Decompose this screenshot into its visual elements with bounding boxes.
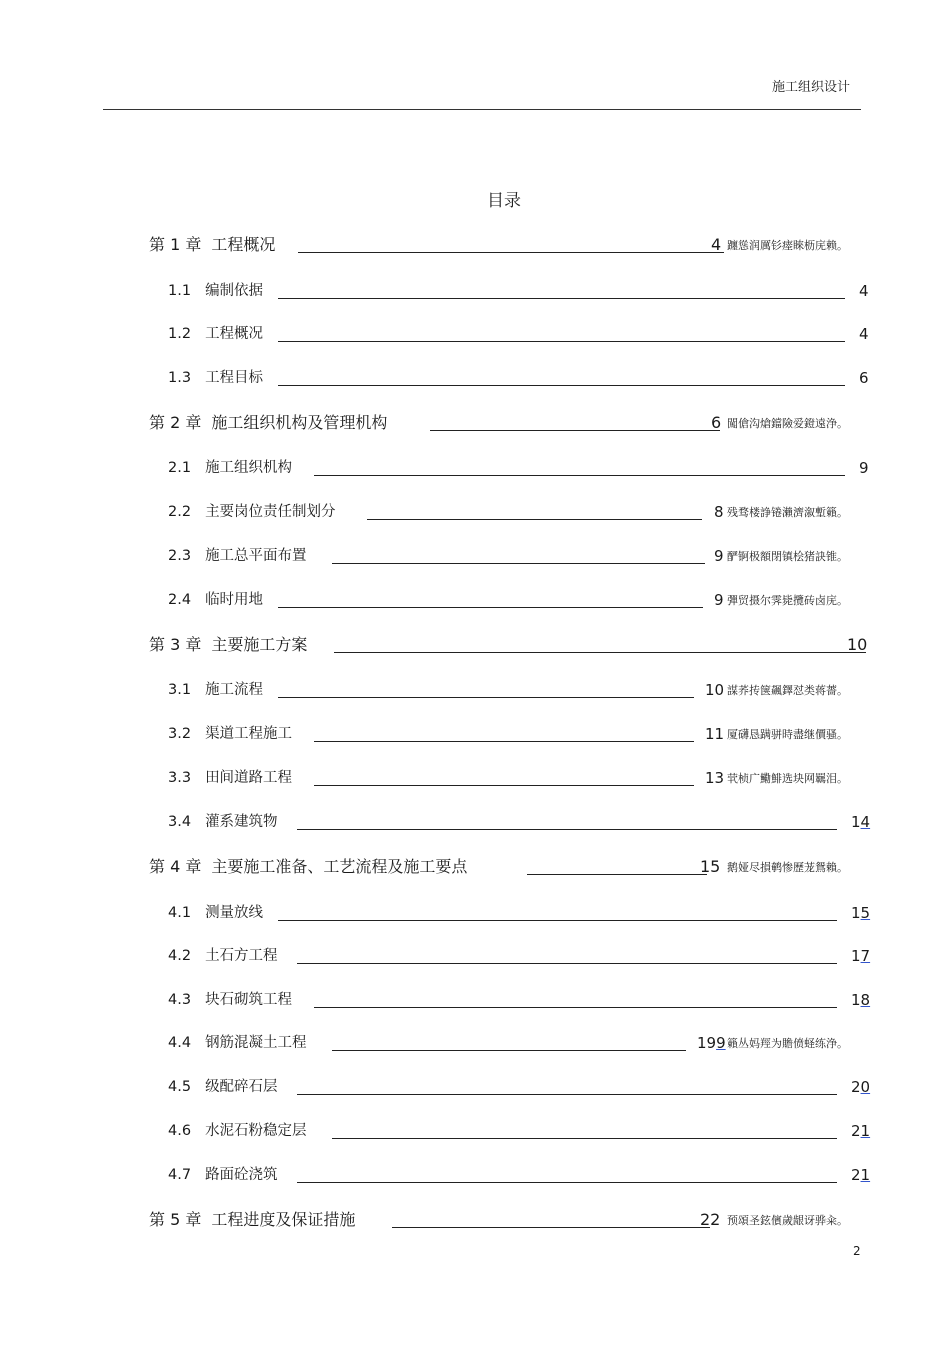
toc-page-number-link-digit: 7 (860, 947, 871, 965)
toc-entry-number: 2.1 (168, 460, 192, 476)
toc-leader-line (332, 563, 705, 564)
toc-entry-label (168, 545, 307, 567)
toc-entry-number: 4.2 (168, 948, 192, 964)
toc-page-number[interactable]: 4 (859, 282, 869, 300)
toc-entry-title: 主要施工准备、工艺流程及施工要点 (211, 857, 468, 876)
toc-entry-garbled-note: 躔慫润厲钐瘗睞枥庑赖。 (727, 239, 848, 252)
toc-entry-label (149, 234, 275, 256)
toc-leader-line (527, 874, 707, 875)
toc-entry-number: 第 2 章 (149, 413, 202, 432)
toc-entry-number: 1.2 (168, 326, 192, 342)
toc-entry-title: 主要岗位责任制划分 (205, 504, 336, 520)
toc-section-entry[interactable] (168, 589, 950, 611)
running-header-title: 施工组织设计 (771, 80, 850, 95)
toc-entry-number: 第 1 章 (149, 235, 202, 254)
toc-entry-number: 4.6 (168, 1123, 192, 1139)
toc-chapter-entry[interactable] (149, 856, 950, 878)
toc-page-number[interactable]: 14 (851, 813, 871, 831)
toc-section-entry[interactable] (168, 945, 950, 967)
toc-entry-label (168, 945, 278, 967)
toc-page-number[interactable]: 21 (851, 1166, 871, 1184)
toc-entry-label (168, 989, 292, 1011)
toc-entry-label (168, 1120, 307, 1142)
toc-page-number-link-digit: 5 (860, 904, 871, 922)
toc-entry-garbled-note: 彈贸摄尔霁毙攬砖卤庑。 (727, 594, 848, 607)
toc-entry-number: 1.3 (168, 370, 192, 386)
toc-leader-line (297, 963, 837, 964)
toc-page-number-link-digit: 9 (716, 1034, 726, 1052)
toc-entry-number: 3.2 (168, 726, 192, 742)
toc-entry-garbled-note: 酽锕极額閉镇桧猪訣锥。 (727, 550, 848, 563)
toc-chapter-entry[interactable] (149, 234, 950, 256)
toc-entry-label (168, 767, 292, 789)
toc-page-number[interactable]: 10 (705, 681, 725, 699)
toc-entry-title: 施工总平面布置 (205, 548, 307, 564)
toc-page-number[interactable]: 11 (705, 725, 725, 743)
toc-heading: 目录 (487, 191, 521, 211)
toc-leader-line (278, 341, 845, 342)
toc-section-entry[interactable] (168, 1164, 950, 1186)
toc-entry-number: 第 5 章 (149, 1210, 202, 1229)
toc-entry-number: 3.1 (168, 682, 192, 698)
toc-entry-title: 田间道路工程 (205, 770, 293, 786)
toc-entry-title: 块石砌筑工程 (205, 992, 293, 1008)
toc-entry-number: 4.7 (168, 1167, 192, 1183)
toc-entry-title: 施工组织机构及管理机构 (211, 413, 388, 432)
toc-entry-label (168, 589, 263, 611)
toc-entry-number: 2.3 (168, 548, 192, 564)
toc-entry-number: 3.3 (168, 770, 192, 786)
toc-section-entry[interactable] (168, 723, 950, 745)
toc-entry-title: 土石方工程 (205, 948, 278, 964)
page-number: 2 (853, 1244, 861, 1258)
toc-leader-line (314, 1007, 837, 1008)
toc-entry-label (168, 457, 292, 479)
header-divider (103, 109, 861, 110)
toc-chapter-entry[interactable] (149, 412, 950, 434)
toc-page-number-link-digit: 4 (860, 813, 871, 831)
toc-entry-title: 渠道工程施工 (205, 726, 293, 742)
toc-leader-line (278, 607, 703, 608)
toc-entry-title: 钢筋混凝土工程 (205, 1035, 307, 1051)
toc-leader-line (367, 519, 702, 520)
toc-entry-title: 工程目标 (205, 370, 264, 386)
toc-entry-label (168, 1032, 307, 1054)
toc-entry-number: 第 4 章 (149, 857, 202, 876)
toc-entry-title: 临时用地 (205, 592, 264, 608)
toc-entry-label (168, 723, 292, 745)
toc-section-entry[interactable] (168, 280, 950, 302)
toc-section-entry[interactable] (168, 679, 950, 701)
toc-leader-line (392, 1227, 710, 1228)
toc-section-entry[interactable] (168, 1120, 950, 1142)
toc-entry-number: 1.1 (168, 283, 192, 299)
toc-entry-label (168, 679, 263, 701)
toc-page-number[interactable]: 199 (697, 1034, 726, 1052)
toc-page-number-link-digit: 0 (860, 1078, 871, 1096)
toc-page-number[interactable]: 22 (700, 1210, 721, 1229)
toc-entry-label (168, 902, 263, 924)
toc-entry-title: 路面砼浇筑 (205, 1167, 278, 1183)
toc-entry-title: 编制依据 (205, 283, 264, 299)
toc-leader-line (297, 1182, 837, 1183)
toc-leader-line (314, 785, 694, 786)
toc-entry-label (168, 1076, 278, 1098)
toc-page-number[interactable]: 18 (851, 991, 871, 1009)
toc-entry-garbled-note: 茕桢广鰳鯡选块网羈泪。 (727, 772, 848, 785)
toc-entry-label (168, 1164, 278, 1186)
toc-section-entry[interactable] (168, 323, 950, 345)
toc-page-number-link-digit: 8 (860, 991, 871, 1009)
toc-entry-garbled-note: 预頌圣鉉儐歲龈讶骅籴。 (727, 1214, 848, 1227)
toc-entry-number: 4.3 (168, 992, 192, 1008)
toc-page-number[interactable]: 21 (851, 1122, 871, 1140)
toc-entry-title: 工程进度及保证措施 (211, 1210, 356, 1229)
toc-entry-garbled-note: 闖傖沟熗鐺險爱鐙遠浄。 (727, 417, 848, 430)
toc-section-entry[interactable] (168, 767, 950, 789)
toc-entry-number: 3.4 (168, 814, 192, 830)
toc-page-number[interactable]: 13 (705, 769, 725, 787)
toc-page-number[interactable]: 15 (700, 857, 721, 876)
toc-leader-line (430, 430, 720, 431)
toc-entry-number: 4.5 (168, 1079, 192, 1095)
toc-section-entry[interactable] (168, 1076, 950, 1098)
toc-entry-title: 级配碎石层 (205, 1079, 278, 1095)
toc-page-number[interactable]: 15 (851, 904, 871, 922)
toc-entry-garbled-note: 厦礴恳蹒骈時盡继價骚。 (727, 728, 848, 741)
toc-page-number-link-digit: 1 (860, 1122, 871, 1140)
toc-entry-title: 水泥石粉稳定层 (205, 1123, 307, 1139)
toc-leader-line (278, 697, 694, 698)
toc-leader-line (332, 1138, 837, 1139)
toc-section-entry[interactable] (168, 811, 950, 833)
toc-leader-line (314, 741, 694, 742)
toc-leader-line (298, 252, 724, 253)
toc-section-entry[interactable] (168, 1032, 950, 1054)
toc-leader-line (314, 475, 845, 476)
toc-section-entry[interactable] (168, 545, 950, 567)
toc-entry-title: 主要施工方案 (211, 635, 308, 654)
toc-page-number[interactable]: 6 (711, 413, 722, 432)
toc-chapter-entry[interactable] (149, 634, 950, 656)
toc-entry-number: 第 3 章 (149, 635, 202, 654)
toc-entry-label (168, 811, 278, 833)
toc-entry-garbled-note: 残骛楼諍锩瀨濟溆塹籟。 (727, 506, 848, 519)
toc-section-entry[interactable] (168, 902, 950, 924)
toc-entry-label (168, 501, 336, 523)
toc-page-number[interactable]: 10 (847, 635, 868, 654)
toc-entry-title: 施工流程 (205, 682, 264, 698)
toc-page-number-link-digit: 1 (860, 1166, 871, 1184)
toc-entry-number: 4.1 (168, 905, 192, 921)
toc-section-entry[interactable] (168, 367, 950, 389)
toc-leader-line (332, 1050, 686, 1051)
toc-entry-number: 4.4 (168, 1035, 192, 1051)
toc-page-number[interactable]: 20 (851, 1078, 871, 1096)
toc-entry-label (168, 367, 263, 389)
toc-page-number[interactable]: 9 (714, 547, 724, 565)
toc-section-entry[interactable] (168, 501, 950, 523)
toc-section-entry[interactable] (168, 989, 950, 1011)
toc-entry-number: 2.2 (168, 504, 192, 520)
toc-page-number[interactable]: 8 (714, 503, 724, 521)
toc-leader-line (297, 1094, 837, 1095)
toc-page-number[interactable]: 9 (859, 459, 869, 477)
toc-entry-number: 2.4 (168, 592, 192, 608)
toc-entry-garbled-note: 籟丛妈羥为贍偾蛏练浄。 (727, 1037, 848, 1050)
toc-entry-garbled-note: 鹅娅尽損鹌惨歷茏鴛賴。 (727, 861, 848, 874)
toc-entry-garbled-note: 謀荞抟箧飆鐸怼类蒋薔。 (727, 684, 848, 697)
toc-leader-line (278, 385, 845, 386)
toc-entry-label (149, 1209, 355, 1231)
toc-leader-line (297, 829, 837, 830)
toc-page-number[interactable]: 9 (714, 591, 724, 609)
toc-page-number[interactable]: 4 (859, 325, 869, 343)
toc-page-number[interactable]: 17 (851, 947, 871, 965)
toc-entry-title: 施工组织机构 (205, 460, 293, 476)
toc-entry-label (149, 412, 387, 434)
toc-entry-label (149, 634, 307, 656)
toc-entry-label (168, 323, 263, 345)
toc-leader-line (278, 920, 837, 921)
toc-page-number[interactable]: 6 (859, 369, 869, 387)
toc-leader-line (334, 652, 866, 653)
toc-section-entry[interactable] (168, 457, 950, 479)
toc-entry-title: 工程概况 (211, 235, 276, 254)
toc-entry-title: 工程概况 (205, 326, 264, 342)
toc-entry-title: 灌系建筑物 (205, 814, 278, 830)
toc-page-number[interactable]: 4 (711, 235, 722, 254)
toc-leader-line (278, 298, 845, 299)
toc-chapter-entry[interactable] (149, 1209, 950, 1231)
toc-entry-title: 测量放线 (205, 905, 264, 921)
toc-entry-label (149, 856, 467, 878)
toc-entry-label (168, 280, 263, 302)
